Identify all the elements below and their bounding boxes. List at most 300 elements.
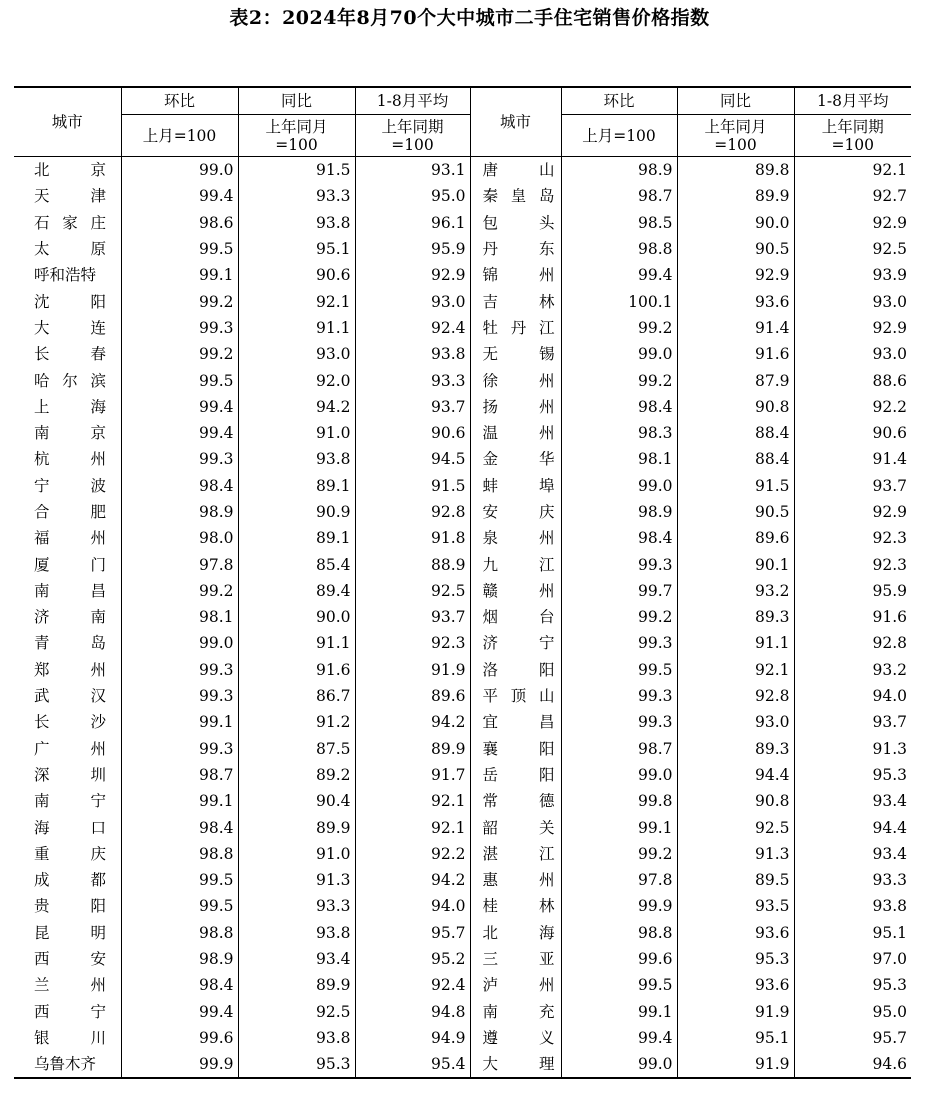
cell-right-avg: 93.8 bbox=[794, 893, 911, 919]
cell-right-yoy: 91.3 bbox=[677, 841, 794, 867]
cell-left-yoy: 93.3 bbox=[238, 183, 355, 209]
cell-right-mom: 99.9 bbox=[561, 893, 677, 919]
cell-left-avg: 92.5 bbox=[355, 578, 470, 604]
cell-right-avg: 92.5 bbox=[794, 236, 911, 262]
cell-right-avg: 95.7 bbox=[794, 1025, 911, 1051]
cell-right-city bbox=[470, 499, 561, 525]
cell-left-city bbox=[14, 946, 121, 972]
cell-right-yoy: 90.5 bbox=[677, 499, 794, 525]
cell-right-mom: 99.5 bbox=[561, 657, 677, 683]
cell-right-city bbox=[470, 262, 561, 288]
cell-left-yoy: 93.0 bbox=[238, 341, 355, 367]
cell-right-avg: 95.9 bbox=[794, 578, 911, 604]
city-name: 惠州 bbox=[482, 871, 555, 890]
cell-left-mom: 98.0 bbox=[121, 525, 238, 551]
cell-left-avg: 91.9 bbox=[355, 657, 470, 683]
table-row bbox=[14, 288, 911, 314]
cell-right-city bbox=[470, 1025, 561, 1051]
cell-right-city bbox=[470, 394, 561, 420]
header-yoy-base-line1: 上年同月 bbox=[704, 117, 767, 136]
cell-right-mom: 99.0 bbox=[561, 341, 677, 367]
cell-left-yoy: 90.4 bbox=[238, 788, 355, 814]
cell-right-yoy: 91.9 bbox=[677, 999, 794, 1025]
city-name: 徐州 bbox=[482, 371, 555, 390]
table-row bbox=[14, 420, 911, 446]
cell-right-city bbox=[470, 1051, 561, 1078]
city-name: 平顶山 bbox=[482, 687, 555, 706]
city-name: 南昌 bbox=[34, 581, 106, 600]
city-name: 锦州 bbox=[482, 266, 555, 285]
city-name: 吉林 bbox=[482, 292, 555, 311]
cell-left-avg: 93.0 bbox=[355, 288, 470, 314]
cell-right-city bbox=[470, 657, 561, 683]
cell-left-city bbox=[14, 657, 121, 683]
cell-right-yoy: 94.4 bbox=[677, 762, 794, 788]
cell-right-mom: 98.3 bbox=[561, 420, 677, 446]
table-row bbox=[14, 709, 911, 735]
cell-right-city bbox=[470, 762, 561, 788]
city-name: 厦门 bbox=[34, 555, 106, 574]
cell-right-yoy: 93.6 bbox=[677, 288, 794, 314]
cell-right-yoy: 93.2 bbox=[677, 578, 794, 604]
cell-left-mom: 98.1 bbox=[121, 604, 238, 630]
header-yoy-left: 同比 bbox=[238, 87, 355, 115]
cell-right-mom: 99.0 bbox=[561, 473, 677, 499]
cell-left-city bbox=[14, 578, 121, 604]
cell-right-city bbox=[470, 210, 561, 236]
cell-left-avg: 94.5 bbox=[355, 446, 470, 472]
city-name: 哈尔滨 bbox=[34, 371, 106, 390]
table-row bbox=[14, 814, 911, 840]
city-name: 宁波 bbox=[34, 476, 106, 495]
table-row bbox=[14, 946, 911, 972]
city-name: 深圳 bbox=[34, 765, 106, 784]
city-name: 安庆 bbox=[482, 503, 555, 521]
city-name: 长春 bbox=[34, 345, 106, 364]
city-name: 岳阳 bbox=[482, 765, 555, 784]
table-row bbox=[14, 762, 911, 788]
city-name: 赣州 bbox=[482, 581, 555, 600]
cell-left-mom: 99.2 bbox=[121, 341, 238, 367]
header-city-left: 城市 bbox=[14, 87, 121, 157]
city-name: 遵义 bbox=[482, 1028, 555, 1047]
table-row bbox=[14, 578, 911, 604]
cell-right-mom: 99.3 bbox=[561, 709, 677, 735]
city-name: 丹东 bbox=[482, 240, 555, 259]
cell-left-yoy: 89.1 bbox=[238, 525, 355, 551]
cell-right-avg: 93.7 bbox=[794, 473, 911, 499]
table-row bbox=[14, 630, 911, 656]
header-yoy-base-line2: =100 bbox=[714, 135, 757, 154]
city-name: 济南 bbox=[34, 608, 106, 627]
cell-right-mom: 99.8 bbox=[561, 788, 677, 814]
city-name: 大连 bbox=[34, 318, 106, 337]
cell-left-yoy: 89.2 bbox=[238, 762, 355, 788]
cell-right-mom: 98.1 bbox=[561, 446, 677, 472]
cell-left-avg: 94.8 bbox=[355, 999, 470, 1025]
cell-right-city bbox=[470, 920, 561, 946]
header-avg-right: 1-8月平均 bbox=[794, 87, 911, 115]
cell-right-city bbox=[470, 315, 561, 341]
cell-right-city bbox=[470, 525, 561, 551]
header-avg-left: 1-8月平均 bbox=[355, 87, 470, 115]
cell-left-avg: 94.2 bbox=[355, 709, 470, 735]
city-name: 九江 bbox=[482, 555, 555, 574]
cell-left-city bbox=[14, 630, 121, 656]
cell-right-mom: 98.4 bbox=[561, 525, 677, 551]
cell-right-mom: 99.2 bbox=[561, 841, 677, 867]
cell-left-yoy: 89.9 bbox=[238, 972, 355, 998]
cell-left-mom: 99.6 bbox=[121, 1025, 238, 1051]
cell-right-avg: 92.9 bbox=[794, 315, 911, 341]
cell-left-avg: 93.8 bbox=[355, 341, 470, 367]
cell-left-avg: 88.9 bbox=[355, 551, 470, 577]
cell-left-city bbox=[14, 394, 121, 420]
city-name: 包头 bbox=[482, 213, 555, 232]
cell-left-city bbox=[14, 525, 121, 551]
cell-left-avg: 92.4 bbox=[355, 972, 470, 998]
cell-right-avg: 94.6 bbox=[794, 1051, 911, 1078]
cell-right-mom: 99.3 bbox=[561, 630, 677, 656]
cell-right-mom: 99.3 bbox=[561, 683, 677, 709]
cell-right-mom: 99.6 bbox=[561, 946, 677, 972]
cell-left-avg: 89.6 bbox=[355, 683, 470, 709]
cell-right-mom: 98.7 bbox=[561, 736, 677, 762]
cell-right-mom: 99.2 bbox=[561, 315, 677, 341]
cell-left-mom: 99.5 bbox=[121, 236, 238, 262]
cell-left-mom: 98.9 bbox=[121, 499, 238, 525]
cell-right-city bbox=[470, 972, 561, 998]
city-name: 湛江 bbox=[482, 844, 555, 863]
table-row bbox=[14, 657, 911, 683]
cell-right-mom: 99.0 bbox=[561, 762, 677, 788]
cell-left-yoy: 91.1 bbox=[238, 315, 355, 341]
city-name: 宜昌 bbox=[482, 713, 555, 732]
city-name: 昆明 bbox=[34, 923, 106, 942]
cell-left-avg: 92.4 bbox=[355, 315, 470, 341]
cell-left-avg: 95.9 bbox=[355, 236, 470, 262]
cell-right-avg: 92.1 bbox=[794, 157, 911, 184]
cell-right-avg: 92.3 bbox=[794, 551, 911, 577]
cell-left-city bbox=[14, 183, 121, 209]
cell-right-yoy: 95.1 bbox=[677, 1025, 794, 1051]
cell-right-city bbox=[470, 604, 561, 630]
cell-right-yoy: 89.8 bbox=[677, 157, 794, 184]
cell-left-yoy: 91.3 bbox=[238, 867, 355, 893]
cell-right-yoy: 90.1 bbox=[677, 551, 794, 577]
header-avg-base-line2: =100 bbox=[391, 135, 434, 154]
cell-right-city bbox=[470, 446, 561, 472]
header-avg-base-left bbox=[355, 115, 470, 157]
cell-right-yoy: 93.6 bbox=[677, 920, 794, 946]
cell-right-city bbox=[470, 630, 561, 656]
cell-right-mom: 98.9 bbox=[561, 499, 677, 525]
header-mom-base-right: 上月=100 bbox=[561, 115, 677, 157]
city-name: 金华 bbox=[482, 450, 555, 469]
cell-left-city bbox=[14, 604, 121, 630]
cell-right-avg: 93.3 bbox=[794, 867, 911, 893]
cell-right-yoy: 89.3 bbox=[677, 736, 794, 762]
city-name: 常德 bbox=[482, 792, 555, 811]
cell-right-avg: 95.0 bbox=[794, 999, 911, 1025]
city-name: 武汉 bbox=[34, 687, 106, 706]
city-name: 贵阳 bbox=[34, 897, 106, 916]
cell-left-city bbox=[14, 999, 121, 1025]
cell-right-avg: 92.7 bbox=[794, 183, 911, 209]
cell-left-mom: 99.1 bbox=[121, 709, 238, 735]
cell-right-mom: 98.8 bbox=[561, 920, 677, 946]
cell-left-mom: 98.6 bbox=[121, 210, 238, 236]
cell-right-city bbox=[470, 946, 561, 972]
cell-left-yoy: 95.3 bbox=[238, 1051, 355, 1078]
cell-left-yoy: 93.8 bbox=[238, 920, 355, 946]
city-name: 杭州 bbox=[34, 450, 106, 469]
cell-left-city bbox=[14, 420, 121, 446]
cell-right-mom: 98.5 bbox=[561, 210, 677, 236]
cell-right-avg: 90.6 bbox=[794, 420, 911, 446]
cell-left-city bbox=[14, 736, 121, 762]
cell-left-avg: 92.8 bbox=[355, 499, 470, 525]
city-name: 福州 bbox=[34, 529, 106, 548]
cell-right-avg: 88.6 bbox=[794, 367, 911, 393]
city-name: 南宁 bbox=[34, 792, 106, 811]
city-name: 银川 bbox=[34, 1028, 106, 1047]
cell-left-yoy: 93.8 bbox=[238, 1025, 355, 1051]
cell-right-mom: 98.7 bbox=[561, 183, 677, 209]
cell-left-avg: 93.1 bbox=[355, 157, 470, 184]
cell-left-avg: 95.7 bbox=[355, 920, 470, 946]
cell-left-avg: 94.0 bbox=[355, 893, 470, 919]
cell-left-city bbox=[14, 683, 121, 709]
cell-right-yoy: 91.9 bbox=[677, 1051, 794, 1078]
cell-left-mom: 98.8 bbox=[121, 920, 238, 946]
cell-left-city bbox=[14, 1025, 121, 1051]
cell-left-yoy: 86.7 bbox=[238, 683, 355, 709]
header-avg-base-right bbox=[794, 115, 911, 157]
cell-right-yoy: 95.3 bbox=[677, 946, 794, 972]
table-row bbox=[14, 341, 911, 367]
city-name: 烟台 bbox=[482, 608, 555, 627]
cell-left-city bbox=[14, 236, 121, 262]
cell-right-yoy: 90.8 bbox=[677, 394, 794, 420]
city-name: 西安 bbox=[34, 950, 106, 969]
cell-right-avg: 97.0 bbox=[794, 946, 911, 972]
city-name: 洛阳 bbox=[482, 660, 555, 679]
cell-right-yoy: 91.5 bbox=[677, 473, 794, 499]
cell-left-mom: 99.3 bbox=[121, 446, 238, 472]
table-row bbox=[14, 972, 911, 998]
cell-right-mom: 99.1 bbox=[561, 999, 677, 1025]
cell-left-mom: 98.4 bbox=[121, 473, 238, 499]
cell-right-yoy: 90.0 bbox=[677, 210, 794, 236]
cell-left-city bbox=[14, 288, 121, 314]
cell-left-avg: 94.9 bbox=[355, 1025, 470, 1051]
table-row bbox=[14, 893, 911, 919]
cell-right-city bbox=[470, 788, 561, 814]
cell-right-mom: 99.1 bbox=[561, 814, 677, 840]
cell-right-avg: 93.7 bbox=[794, 709, 911, 735]
cell-right-yoy: 91.6 bbox=[677, 341, 794, 367]
cell-left-mom: 99.3 bbox=[121, 315, 238, 341]
cell-right-yoy: 92.5 bbox=[677, 814, 794, 840]
cell-left-mom: 99.5 bbox=[121, 893, 238, 919]
city-name: 太原 bbox=[34, 240, 106, 259]
cell-left-city bbox=[14, 157, 121, 184]
cell-left-yoy: 87.5 bbox=[238, 736, 355, 762]
city-name: 大理 bbox=[482, 1055, 555, 1074]
cell-right-avg: 93.2 bbox=[794, 657, 911, 683]
price-index-table bbox=[14, 86, 911, 1079]
cell-left-city bbox=[14, 262, 121, 288]
city-name: 桂林 bbox=[482, 897, 555, 916]
cell-left-yoy: 91.5 bbox=[238, 157, 355, 184]
cell-right-avg: 92.8 bbox=[794, 630, 911, 656]
cell-right-mom: 99.4 bbox=[561, 1025, 677, 1051]
cell-right-yoy: 90.8 bbox=[677, 788, 794, 814]
table-row bbox=[14, 262, 911, 288]
cell-left-mom: 99.3 bbox=[121, 736, 238, 762]
cell-left-yoy: 89.1 bbox=[238, 473, 355, 499]
cell-left-avg: 92.9 bbox=[355, 262, 470, 288]
header-yoy-base-right bbox=[677, 115, 794, 157]
cell-left-yoy: 91.6 bbox=[238, 657, 355, 683]
cell-right-yoy: 92.1 bbox=[677, 657, 794, 683]
cell-right-city bbox=[470, 473, 561, 499]
city-name: 乌鲁木齐 bbox=[34, 1055, 97, 1074]
table-row bbox=[14, 1025, 911, 1051]
cell-left-city bbox=[14, 814, 121, 840]
cell-left-yoy: 92.1 bbox=[238, 288, 355, 314]
cell-right-yoy: 91.1 bbox=[677, 630, 794, 656]
cell-right-avg: 91.4 bbox=[794, 446, 911, 472]
city-name: 韶关 bbox=[482, 818, 555, 837]
cell-right-avg: 91.6 bbox=[794, 604, 911, 630]
header-mom-base-left: 上月=100 bbox=[121, 115, 238, 157]
cell-left-mom: 99.0 bbox=[121, 157, 238, 184]
cell-right-mom: 99.7 bbox=[561, 578, 677, 604]
cell-right-city bbox=[470, 288, 561, 314]
cell-left-avg: 92.3 bbox=[355, 630, 470, 656]
cell-left-avg: 91.5 bbox=[355, 473, 470, 499]
cell-right-yoy: 93.0 bbox=[677, 709, 794, 735]
table-row bbox=[14, 683, 911, 709]
city-name: 海口 bbox=[34, 818, 106, 837]
city-name: 沈阳 bbox=[34, 292, 106, 311]
cell-left-avg: 93.3 bbox=[355, 367, 470, 393]
cell-left-city bbox=[14, 367, 121, 393]
cell-right-yoy: 88.4 bbox=[677, 420, 794, 446]
city-name: 南京 bbox=[34, 424, 106, 443]
cell-left-city bbox=[14, 446, 121, 472]
city-name: 长沙 bbox=[34, 713, 106, 732]
table-title: 表2：2024年8月70个大中城市二手住宅销售价格指数 bbox=[229, 7, 710, 29]
cell-left-mom: 99.4 bbox=[121, 420, 238, 446]
city-name: 温州 bbox=[482, 424, 555, 443]
header-yoy-right: 同比 bbox=[677, 87, 794, 115]
cell-right-avg: 93.0 bbox=[794, 341, 911, 367]
city-name: 北海 bbox=[482, 923, 555, 942]
cell-right-city bbox=[470, 551, 561, 577]
city-name: 兰州 bbox=[34, 976, 106, 995]
cell-right-avg: 92.9 bbox=[794, 499, 911, 525]
city-name: 青岛 bbox=[34, 634, 106, 653]
city-name: 上海 bbox=[34, 397, 106, 416]
cell-left-avg: 92.1 bbox=[355, 814, 470, 840]
cell-left-mom: 98.4 bbox=[121, 814, 238, 840]
city-name: 三亚 bbox=[482, 950, 555, 969]
city-name: 呼和浩特 bbox=[34, 266, 97, 285]
cell-right-city bbox=[470, 893, 561, 919]
cell-right-mom: 97.8 bbox=[561, 867, 677, 893]
cell-left-mom: 99.2 bbox=[121, 288, 238, 314]
cell-right-yoy: 87.9 bbox=[677, 367, 794, 393]
cell-left-mom: 99.2 bbox=[121, 578, 238, 604]
table-row bbox=[14, 841, 911, 867]
cell-left-city bbox=[14, 972, 121, 998]
city-name: 蚌埠 bbox=[482, 476, 555, 495]
cell-left-mom: 98.7 bbox=[121, 762, 238, 788]
cell-right-yoy: 90.5 bbox=[677, 236, 794, 262]
table-row bbox=[14, 446, 911, 472]
cell-left-yoy: 91.1 bbox=[238, 630, 355, 656]
city-name: 重庆 bbox=[34, 844, 106, 863]
cell-right-city bbox=[470, 867, 561, 893]
header-avg-base-line1: 上年同期 bbox=[381, 117, 444, 136]
cell-left-yoy: 91.0 bbox=[238, 420, 355, 446]
cell-right-avg: 95.3 bbox=[794, 762, 911, 788]
cell-left-yoy: 93.3 bbox=[238, 893, 355, 919]
header-yoy-base-line1: 上年同月 bbox=[265, 117, 328, 136]
cell-right-yoy: 92.8 bbox=[677, 683, 794, 709]
cell-right-avg: 94.0 bbox=[794, 683, 911, 709]
cell-right-city bbox=[470, 341, 561, 367]
table-row bbox=[14, 867, 911, 893]
cell-right-avg: 93.9 bbox=[794, 262, 911, 288]
table-row bbox=[14, 394, 911, 420]
cell-left-city bbox=[14, 709, 121, 735]
city-name: 无锡 bbox=[482, 345, 555, 364]
cell-left-yoy: 93.8 bbox=[238, 210, 355, 236]
cell-left-city bbox=[14, 315, 121, 341]
cell-right-mom: 98.8 bbox=[561, 236, 677, 262]
cell-left-mom: 98.4 bbox=[121, 972, 238, 998]
cell-right-avg: 93.0 bbox=[794, 288, 911, 314]
city-name: 唐山 bbox=[482, 161, 555, 180]
city-name: 石家庄 bbox=[34, 213, 106, 232]
cell-left-avg: 92.1 bbox=[355, 788, 470, 814]
cell-right-city bbox=[470, 709, 561, 735]
cell-right-mom: 99.3 bbox=[561, 551, 677, 577]
cell-right-city bbox=[470, 367, 561, 393]
cell-right-city bbox=[470, 420, 561, 446]
cell-left-avg: 91.8 bbox=[355, 525, 470, 551]
cell-right-mom: 99.5 bbox=[561, 972, 677, 998]
cell-left-mom: 99.9 bbox=[121, 1051, 238, 1078]
cell-right-mom: 99.2 bbox=[561, 367, 677, 393]
cell-left-yoy: 92.0 bbox=[238, 367, 355, 393]
table-row bbox=[14, 210, 911, 236]
cell-left-avg: 93.7 bbox=[355, 394, 470, 420]
cell-left-avg: 93.7 bbox=[355, 604, 470, 630]
city-name: 济宁 bbox=[482, 634, 555, 653]
cell-right-mom: 99.2 bbox=[561, 604, 677, 630]
cell-right-city bbox=[470, 736, 561, 762]
header-yoy-base-left bbox=[238, 115, 355, 157]
cell-left-avg: 89.9 bbox=[355, 736, 470, 762]
cell-left-yoy: 95.1 bbox=[238, 236, 355, 262]
cell-left-mom: 99.5 bbox=[121, 867, 238, 893]
table-row bbox=[14, 236, 911, 262]
